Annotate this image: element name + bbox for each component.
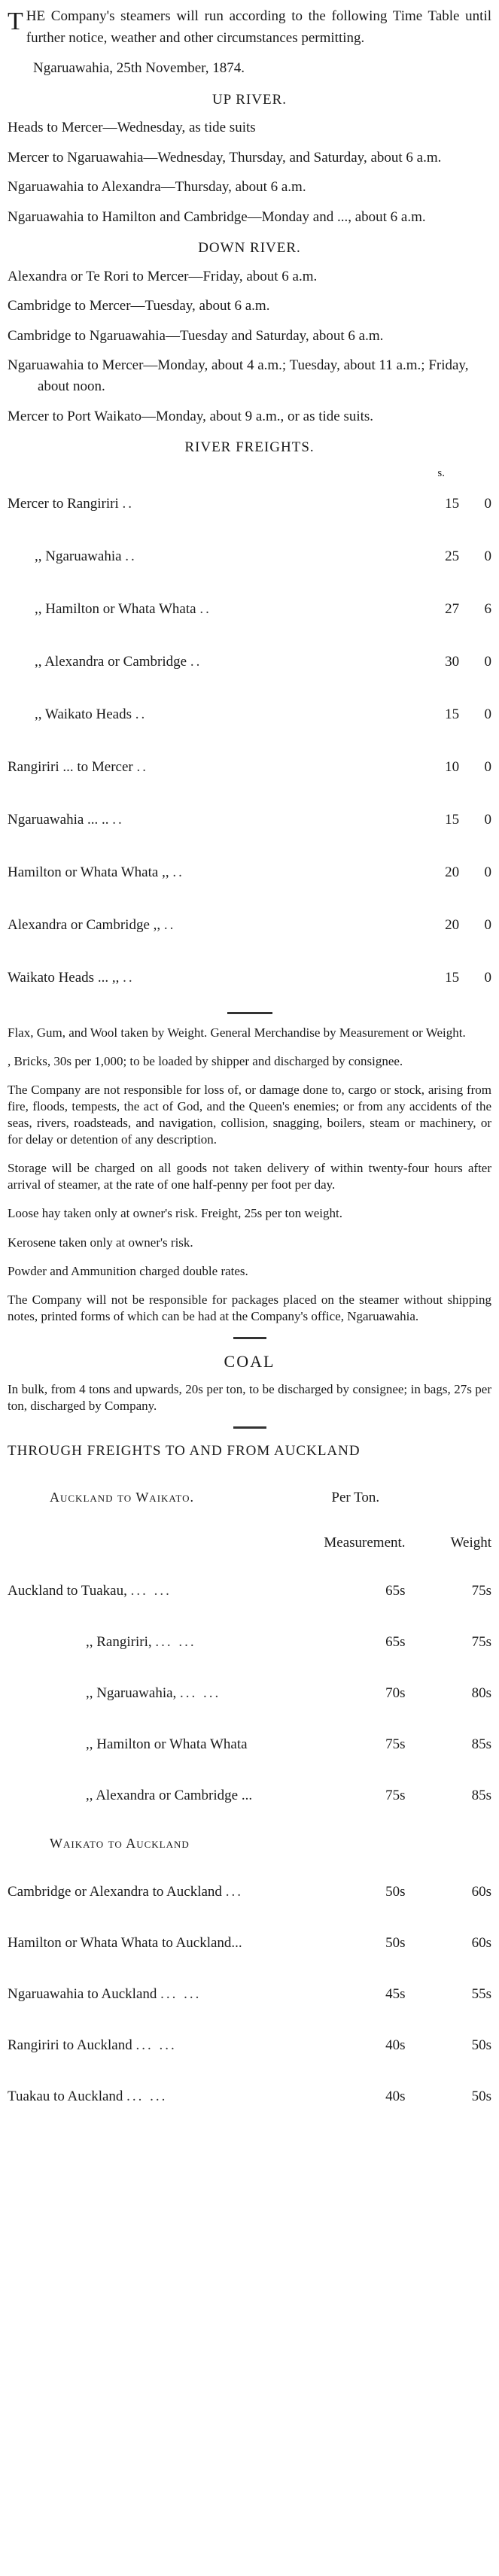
freight-route-text: Rangiriri ... to Mercer <box>8 758 133 775</box>
down-river-entry: Cambridge to Ngaruawahia—Tuesday and Saturday, about 6 a.m. <box>8 327 384 344</box>
measurement-rate: 65s <box>385 1633 406 1650</box>
freight-shillings: 20 <box>445 916 460 933</box>
hay-note: Loose hay taken only at owner's risk. Freight, 25s per ton weight. <box>8 1206 342 1221</box>
up-river-entry: Heads to Mercer—Wednesday, as tide suits <box>8 120 256 136</box>
through-freight-route <box>8 2020 324 2071</box>
freight-route <box>8 899 427 952</box>
up-river-entry: Ngaruawahia to Alexandra—Thursday, about 6 a.m. <box>8 179 306 196</box>
freight-row <box>8 899 491 952</box>
measurement-rate: 75s <box>385 1787 406 1803</box>
down-river-heading: DOWN RIVER. <box>198 240 301 257</box>
freight-route-text: Alexandra or Cambridge ,, <box>8 916 161 933</box>
through-freight-row <box>8 1668 491 1719</box>
measurement-rate: 40s <box>385 2088 406 2104</box>
freight-leader-dots: .. <box>199 600 211 617</box>
freight-route-text: Ngaruawahia ... .. <box>8 811 109 828</box>
freight-route <box>8 688 427 741</box>
up-river-entry: Mercer to Ngaruawahia—Wednesday, Thursday, and Saturday, about 6 a.m. <box>8 149 442 166</box>
section-divider <box>233 1337 266 1339</box>
freight-route <box>8 952 427 1004</box>
weight-rate: 55s <box>471 1985 491 2002</box>
per-ton-label: Per Ton. <box>331 1489 380 1505</box>
measurement-rate: 50s <box>385 1883 406 1900</box>
freight-route-text: Waikato Heads ... ,, <box>8 969 120 986</box>
through-route-text: Ngaruawahia to Auckland <box>8 1985 157 2002</box>
down-river-entry: Cambridge to Mercer—Tuesday, about 6 a.m. <box>8 298 270 314</box>
through-freight-row <box>8 1969 491 2020</box>
freight-leader-dots: .. <box>125 548 137 564</box>
freight-route <box>8 846 427 899</box>
through-route-text: ,, Rangiriri, <box>86 1633 152 1650</box>
weight-rate: 85s <box>471 1736 491 1752</box>
weight-rate: 85s <box>471 1787 491 1803</box>
freight-pence: 0 <box>484 811 491 828</box>
down-river-list <box>8 266 491 427</box>
freight-pence: 0 <box>484 653 491 670</box>
through-leader-dots: ... ... <box>155 1633 196 1650</box>
through-freight-row <box>8 1770 491 1821</box>
measurement-rate: 40s <box>385 2037 406 2053</box>
freight-shillings: 30 <box>445 653 460 670</box>
freight-row <box>8 478 491 530</box>
through-leader-dots: ... ... <box>130 1582 172 1599</box>
through-freights-header-row <box>8 1475 491 1520</box>
section-divider <box>227 1012 272 1014</box>
through-route-text: ,, Hamilton or Whata Whata <box>86 1736 248 1752</box>
shipping-notes-note: The Company will not be responsible for packages placed on the steamer without shipping notes, printed forms of which can be had at the Company's office, Ngaruawahia. <box>8 1292 491 1323</box>
freight-row <box>8 530 491 583</box>
freight-leader-dots: .. <box>190 653 202 670</box>
freight-leader-dots: .. <box>123 969 135 986</box>
freight-row <box>8 688 491 741</box>
freight-leader-dots: .. <box>122 495 134 512</box>
measurement-rate: 70s <box>385 1684 406 1701</box>
freight-route <box>8 794 427 846</box>
river-freights-heading: RIVER FREIGHTS. <box>184 439 315 456</box>
freight-route-text: Hamilton or Whata Whata ,, <box>8 864 169 880</box>
freight-route-text: ,, Ngaruawahia <box>35 548 122 564</box>
through-freights-heading: THROUGH FREIGHTS TO AND FROM AUCKLAND <box>8 1442 361 1459</box>
freight-pence: 0 <box>484 758 491 775</box>
through-route-text: Auckland to Tuakau, <box>8 1582 127 1599</box>
through-freight-row <box>8 1566 491 1617</box>
through-route-text: Cambridge or Alexandra to Auckland <box>8 1883 222 1900</box>
measurement-rate: 65s <box>385 1582 406 1599</box>
liability-note: The Company are not responsible for loss of, or damage done to, cargo or stock, arising from fire, floods, tempests, the act of God, and the Queen's enemies; or from any accidents of the seas, rivers, roadsteads, and navigation, collision, snagging, boilers, steam or machinery, or for delay or detention of any description. <box>8 1082 491 1147</box>
to-waikato-label: Auckland to Waikato. <box>50 1490 194 1505</box>
through-freight-row <box>8 1867 491 1918</box>
freight-pence: 6 <box>484 600 491 617</box>
freight-pence: 0 <box>484 706 491 722</box>
freight-pence: 0 <box>484 969 491 986</box>
drop-cap: T <box>8 8 23 35</box>
freight-pence: 0 <box>484 548 491 564</box>
through-route-text: ,, Ngaruawahia, <box>86 1684 177 1701</box>
river-freights-table <box>8 478 491 1004</box>
freight-pence: 0 <box>484 916 491 933</box>
freight-leader-dots: .. <box>136 758 148 775</box>
weight-rate: 75s <box>471 1582 491 1599</box>
through-route-text: Tuakau to Auckland <box>8 2088 123 2104</box>
weight-rate: 80s <box>471 1684 491 1701</box>
through-freight-route <box>8 1918 324 1969</box>
through-freight-row <box>8 1918 491 1969</box>
through-freight-row <box>8 1617 491 1668</box>
freight-shillings: 27 <box>445 600 460 617</box>
kerosene-note: Kerosene taken only at owner's risk. <box>8 1235 193 1250</box>
freight-row <box>8 952 491 1004</box>
through-freight-route <box>8 1566 324 1617</box>
storage-note: Storage will be charged on all goods not taken delivery of within twenty-four hours after arrival of steamer, at the rate of one half-penny per foot per day. <box>8 1161 491 1192</box>
to-auckland-label-row <box>8 1821 491 1867</box>
through-leader-dots: ... ... <box>126 2088 168 2104</box>
freight-route <box>8 583 427 636</box>
measurement-rate: 75s <box>385 1736 406 1752</box>
section-divider <box>233 1426 266 1429</box>
down-river-entry: Alexandra or Te Rori to Mercer—Friday, about 6 a.m. <box>8 268 318 284</box>
freight-route <box>8 741 427 794</box>
freight-route-text: ,, Alexandra or Cambridge <box>35 653 187 670</box>
to-auckland-label: Waikato to Auckland <box>50 1836 190 1852</box>
through-freight-route <box>8 1969 324 2020</box>
measurement-rate: 45s <box>385 1985 406 2002</box>
through-freights-columns-row <box>8 1520 491 1566</box>
through-freight-route <box>8 1719 324 1770</box>
down-river-entry: Ngaruawahia to Mercer—Monday, about 4 a.m.; Tuesday, about 11 a.m.; Friday, about noon. <box>8 357 469 395</box>
weight-column-header: Weight <box>450 1534 491 1551</box>
freight-route <box>8 636 427 688</box>
through-leader-dots: ... ... <box>160 1985 202 2002</box>
freight-route <box>8 478 427 530</box>
freight-row <box>8 741 491 794</box>
intro-text: HE Company's steamers will run according to the following Time Table until further notice, weather and other circumstances permitting. <box>26 8 491 46</box>
freight-shillings: 25 <box>445 548 460 564</box>
freight-pence: 0 <box>484 495 491 512</box>
coal-heading: COAL <box>224 1351 275 1371</box>
freight-route-text: ,, Waikato Heads <box>35 706 132 722</box>
through-freight-row <box>8 1719 491 1770</box>
freight-shillings: 15 <box>445 495 460 512</box>
through-freight-route <box>8 1668 324 1719</box>
freight-leader-dots: .. <box>135 706 148 722</box>
measurement-column-header: Measurement. <box>324 1534 406 1551</box>
powder-note: Powder and Ammunition charged double rates. <box>8 1263 248 1278</box>
through-freight-route <box>8 2071 324 2122</box>
freight-leader-dots: .. <box>112 811 124 828</box>
through-route-text: Rangiriri to Auckland <box>8 2037 132 2053</box>
through-freight-route <box>8 1867 324 1918</box>
through-freight-row <box>8 2071 491 2122</box>
freight-shillings: 20 <box>445 864 460 880</box>
up-river-entry: Ngaruawahia to Hamilton and Cambridge—Monday and ..., about 6 a.m. <box>8 208 426 225</box>
freight-leader-dots: .. <box>163 916 176 933</box>
freight-row <box>8 636 491 688</box>
flax-note: Flax, Gum, and Wool taken by Weight. General Merchandise by Measurement or Weight. <box>8 1025 466 1040</box>
through-leader-dots: ... ... <box>180 1684 221 1701</box>
freight-route-text: Mercer to Rangiriri <box>8 495 119 512</box>
down-river-entry: Mercer to Port Waikato—Monday, about 9 a.m., or as tide suits. <box>8 408 374 424</box>
freight-shillings: 15 <box>445 706 460 722</box>
through-leader-dots: ... ... <box>135 2037 177 2053</box>
weight-rate: 60s <box>471 1934 491 1951</box>
freight-shillings: 15 <box>445 969 460 986</box>
weight-rate: 50s <box>471 2037 491 2053</box>
freight-row <box>8 583 491 636</box>
freight-pence: 0 <box>484 864 491 880</box>
coal-text: In bulk, from 4 tons and upwards, 20s per ton, to be discharged by consignee; in bags, 27s per ton, discharged by Company. <box>8 1381 491 1413</box>
intro-paragraph <box>8 6 491 49</box>
weight-rate: 60s <box>471 1883 491 1900</box>
through-freight-route <box>8 1617 324 1668</box>
freight-route <box>8 530 427 583</box>
bricks-note: , Bricks, 30s per 1,000; to be loaded by shipper and discharged by consignee. <box>8 1053 403 1068</box>
freight-shillings: 10 <box>445 758 460 775</box>
freight-leader-dots: .. <box>172 864 184 880</box>
through-freight-row <box>8 2020 491 2071</box>
through-leader-dots: ... <box>225 1883 243 1900</box>
weight-rate: 75s <box>471 1633 491 1650</box>
freight-row <box>8 846 491 899</box>
freight-route-text: ,, Hamilton or Whata Whata <box>35 600 196 617</box>
through-freight-route <box>8 1770 324 1821</box>
through-route-text: ,, Alexandra or Cambridge ... <box>86 1787 253 1803</box>
up-river-heading: UP RIVER. <box>211 91 288 108</box>
dateline: Ngaruawahia, 25th November, 1874. <box>33 60 245 76</box>
measurement-rate: 50s <box>385 1934 406 1951</box>
through-route-text: Hamilton or Whata Whata to Auckland... <box>8 1934 242 1951</box>
shillings-unit-label: s. <box>437 466 445 479</box>
up-river-list <box>8 117 491 227</box>
weight-rate: 50s <box>471 2088 491 2104</box>
freight-shillings: 15 <box>445 811 460 828</box>
through-freights-table <box>8 1475 491 2122</box>
freight-row <box>8 794 491 846</box>
